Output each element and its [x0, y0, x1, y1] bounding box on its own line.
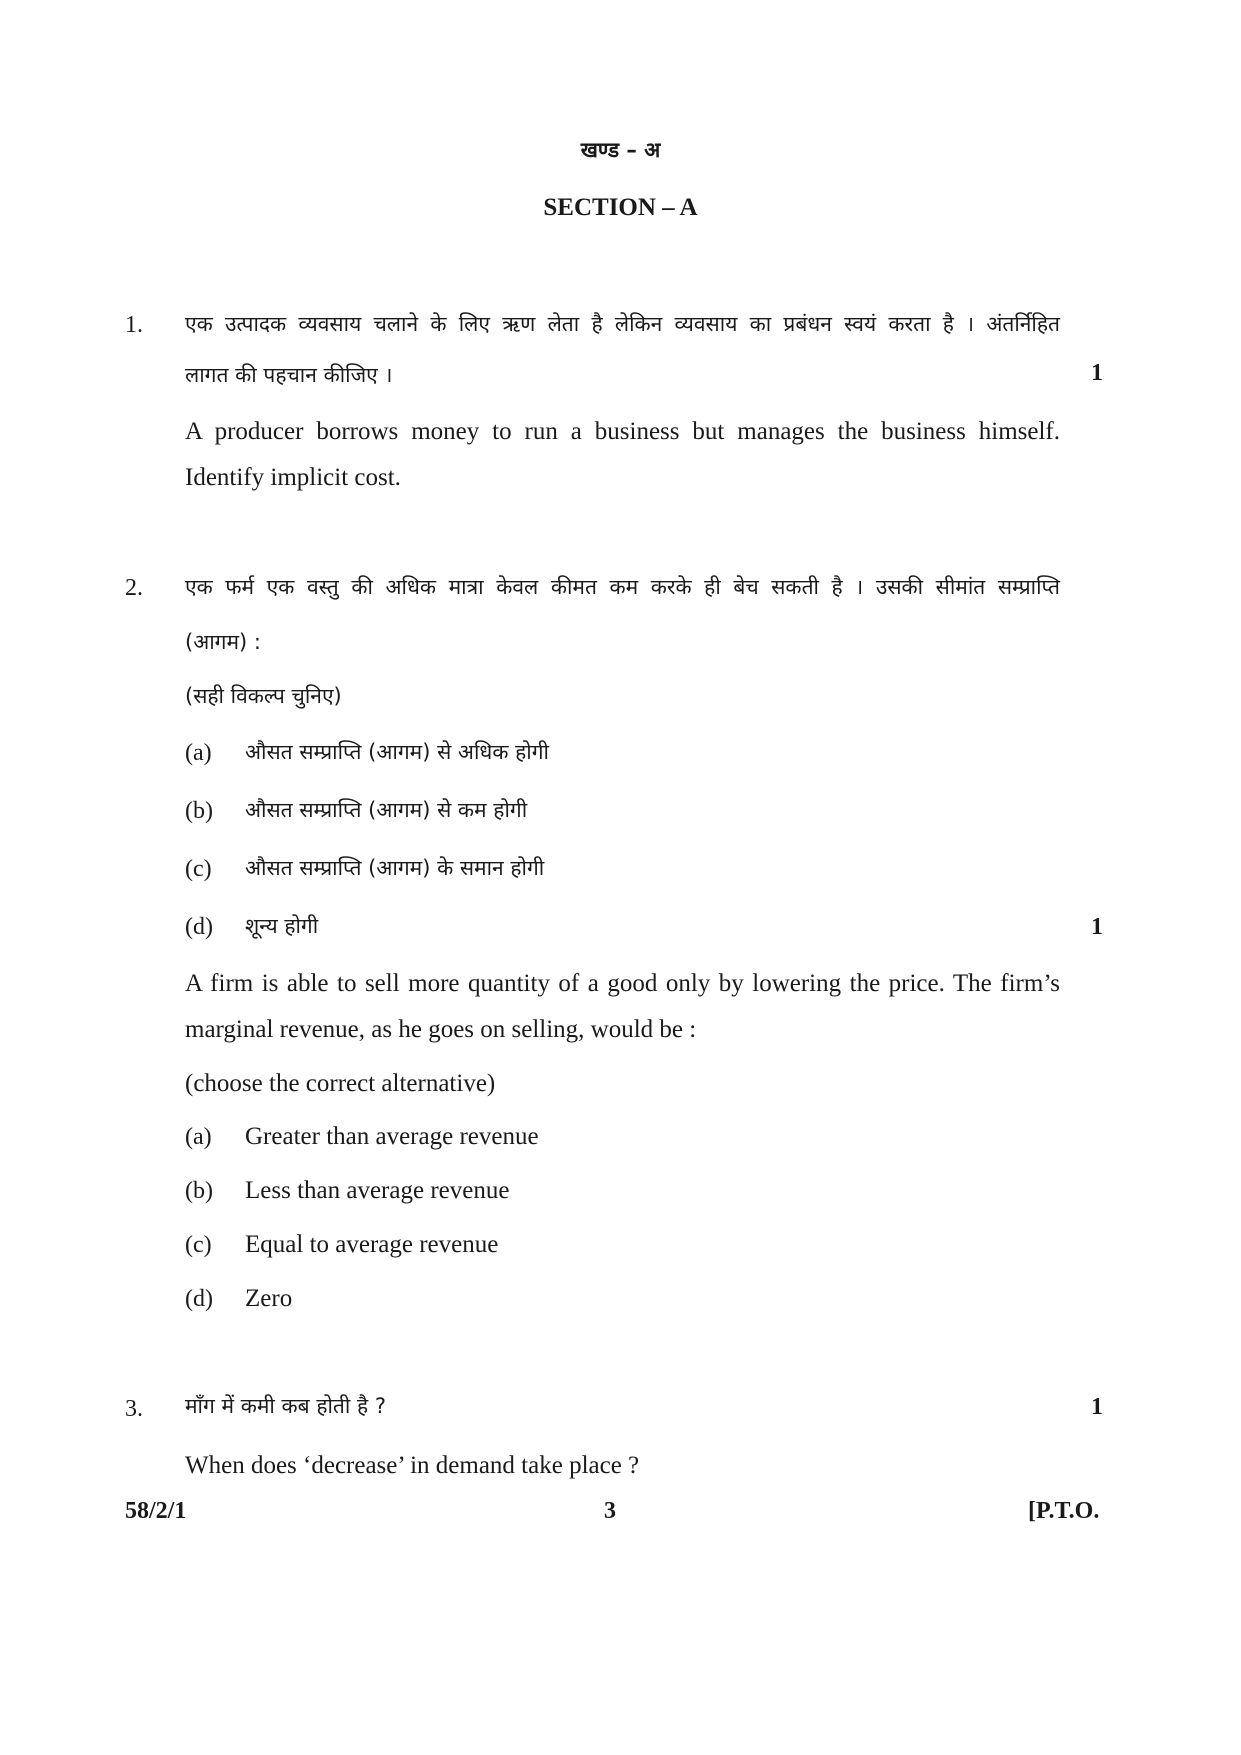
question-2-hindi-line1: एक फर्म एक वस्तु की अधिक मात्रा केवल कीमत कम करके ही बेच सकती है । उसकी सीमांत सम्प्राप्ति	[185, 575, 1060, 599]
question-2-english-option-a-label: (a)	[185, 1124, 212, 1150]
question-2-hindi-option-c-label: (c)	[185, 856, 212, 882]
question-2-hindi-option-d-text: शून्य होगी	[245, 914, 319, 938]
question-2-english-option-d-text: Zero	[245, 1285, 293, 1312]
page-number: 3	[604, 1498, 616, 1524]
question-2-hindi-line2: (आगम) :	[185, 630, 261, 654]
question-2-hindi-option-b-text: औसत सम्प्राप्ति (आगम) से कम होगी	[245, 798, 528, 822]
question-2-english-line1: A firm is able to sell more quantity of a good only by lowering the price. The firm’s	[185, 970, 1060, 997]
question-2-hindi-option-c-text: औसत सम्प्राप्ति (आगम) के समान होगी	[245, 856, 545, 880]
question-2-english-option-c-label: (c)	[185, 1232, 212, 1258]
question-1-english-line2: Identify implicit cost.	[185, 464, 401, 491]
paper-code: 58/2/1	[125, 1498, 187, 1524]
question-1-english-line1: A producer borrows money to run a business but manages the business himself.	[185, 418, 1060, 445]
question-2-hindi-option-a-text: औसत सम्प्राप्ति (आगम) से अधिक होगी	[245, 740, 549, 764]
question-3-hindi-line1: माँग में कमी कब होती है ?	[185, 1394, 386, 1418]
question-2-hindi-option-b-label: (b)	[185, 798, 213, 824]
question-2-english-option-d-label: (d)	[185, 1286, 213, 1312]
question-3-number: 3.	[125, 1396, 143, 1422]
pto-label: [P.T.O.	[1028, 1498, 1100, 1524]
question-2-number: 2.	[125, 575, 143, 601]
question-3-marks: 1	[1091, 1394, 1103, 1420]
question-2-english-option-a-text: Greater than average revenue	[245, 1123, 539, 1150]
question-2-hindi-option-d-label: (d)	[185, 914, 213, 940]
question-2-english-option-c-text: Equal to average revenue	[245, 1231, 499, 1258]
question-2-english-option-b-text: Less than average revenue	[245, 1177, 510, 1204]
question-2-english-line2: marginal revenue, as he goes on selling, would be :	[185, 1016, 697, 1043]
question-1-hindi-line2: लागत की पहचान कीजिए ।	[185, 363, 393, 387]
question-3-english-line1: When does ‘decrease’ in demand take place ?	[185, 1452, 640, 1479]
question-1-hindi-line1: एक उत्पादक व्यवसाय चलाने के लिए ऋण लेता है लेकिन व्यवसाय का प्रबंधन स्वयं करता है । अंतर्निहित	[185, 312, 1060, 336]
question-2-hindi-instruction: (सही विकल्प चुनिए)	[185, 684, 342, 708]
question-2-hindi-option-a-label: (a)	[185, 740, 212, 766]
question-2-english-instruction: (choose the correct alternative)	[185, 1070, 496, 1097]
question-1-marks: 1	[1091, 360, 1103, 386]
question-2-marks: 1	[1091, 914, 1103, 940]
hindi-section-heading: खण्ड – अ	[580, 138, 661, 162]
english-section-heading: SECTION – A	[543, 194, 698, 221]
question-2-english-option-b-label: (b)	[185, 1178, 213, 1204]
question-1-number: 1.	[125, 312, 143, 338]
